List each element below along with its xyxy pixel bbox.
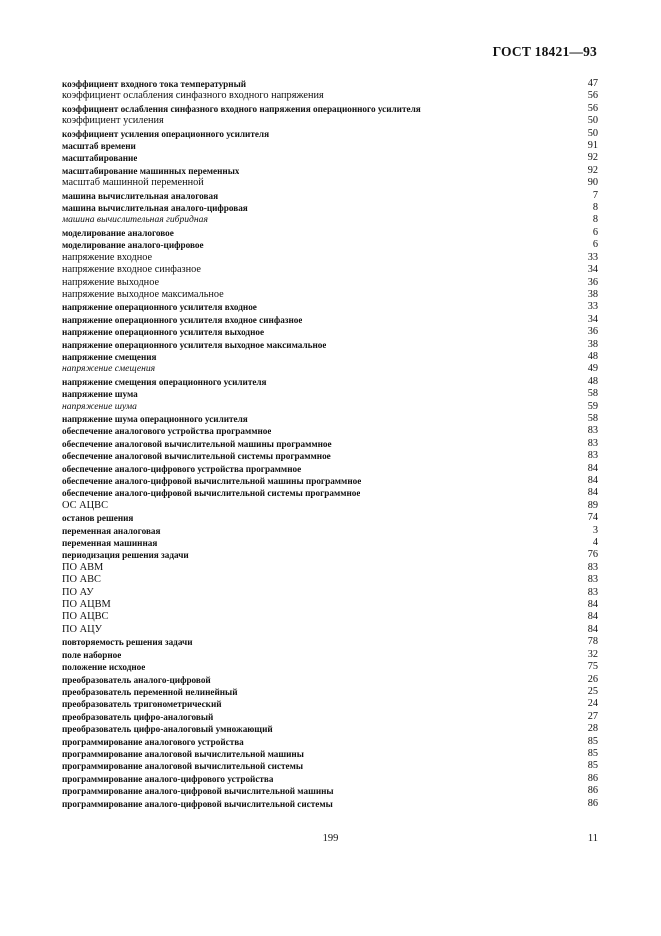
index-entry	[62, 686, 598, 698]
index-page-ref: 24	[587, 698, 598, 710]
index-page-ref: 56	[587, 90, 598, 102]
index-entry	[62, 512, 598, 524]
index-page-ref: 7	[592, 189, 598, 201]
index-page-ref: 8	[592, 202, 598, 214]
index-page-ref: 78	[587, 636, 598, 648]
index-term: преобразователь тригонометрический	[62, 699, 222, 710]
index-term: масштаб времени	[62, 141, 136, 152]
index-page-ref: 83	[587, 586, 598, 598]
index-page-ref: 4	[592, 537, 598, 549]
index-entry	[62, 214, 598, 226]
index-entry	[62, 624, 598, 636]
index-term: напряжение операционного усилителя выходное максимальное	[62, 339, 327, 350]
index-entry	[62, 401, 598, 413]
index-entry	[62, 525, 598, 537]
index-entry	[62, 314, 598, 326]
index-term: преобразователь цифро-аналоговый	[62, 711, 214, 722]
index-term: обеспечение аналогового устройства программное	[62, 426, 272, 437]
index-term: напряжение выходное	[62, 276, 160, 288]
index-entry	[62, 413, 598, 425]
index-page-ref: 83	[587, 437, 598, 449]
index-page-ref: 36	[587, 276, 598, 288]
index-term: коэффициент ослабления синфазного входного напряжения операционного усилителя	[62, 103, 421, 114]
index-entry	[62, 339, 598, 351]
index-page-ref: 47	[587, 78, 598, 89]
index-entry	[62, 748, 598, 760]
index-page-ref: 86	[587, 797, 598, 809]
index-term: коэффициент усиления	[62, 115, 164, 127]
index-term: преобразователь переменной нелинейный	[62, 686, 238, 697]
index-term: останов решения	[62, 513, 134, 524]
index-term: напряжение входное синфазное	[62, 264, 201, 276]
index-page-ref: 84	[587, 599, 598, 611]
index-page-ref: 48	[587, 350, 598, 362]
index-entry	[62, 785, 598, 797]
index-entry	[62, 463, 598, 475]
index-page-ref: 83	[587, 574, 598, 586]
index-page-ref: 84	[587, 475, 598, 486]
index-page-ref: 34	[587, 313, 598, 325]
index-page-ref: 38	[587, 288, 598, 300]
index-term: моделирование аналого-цифровое	[62, 240, 204, 251]
index-page-ref: 3	[592, 524, 598, 536]
index-entry	[62, 239, 598, 251]
term-index	[62, 78, 598, 810]
index-term: программирование аналоговой вычислительной системы	[62, 761, 304, 772]
index-entry	[62, 90, 598, 102]
index-term: напряжение входное	[62, 251, 153, 263]
index-page-ref: 58	[587, 388, 598, 400]
index-term: напряжение смещения операционного усилителя	[62, 376, 267, 387]
index-entry	[62, 177, 598, 189]
index-term: ПО АВМ	[62, 561, 104, 573]
index-page-ref: 6	[592, 239, 598, 251]
index-entry	[62, 227, 598, 239]
index-entry	[62, 326, 598, 338]
index-entry	[62, 475, 598, 487]
index-term: машина вычислительная аналого-цифровая	[62, 203, 248, 214]
index-term: ПО АЦВМ	[62, 599, 111, 611]
index-term: напряжение шума операционного усилителя	[62, 413, 248, 424]
index-entry	[62, 611, 598, 623]
index-term: ПО АВС	[62, 574, 101, 586]
index-term: обеспечение аналоговой вычислительной системы программное	[62, 451, 331, 462]
index-page-ref: 84	[587, 623, 598, 635]
index-entry	[62, 773, 598, 785]
index-term: моделирование аналоговое	[62, 227, 174, 238]
index-entry	[62, 438, 598, 450]
index-page-ref: 6	[592, 226, 598, 238]
index-entry	[62, 798, 598, 810]
index-entry	[62, 190, 598, 202]
index-term: программирование аналого-цифровой вычислительной машины	[62, 786, 334, 797]
index-term: программирование аналогового устройства	[62, 736, 244, 747]
index-page-ref: 83	[587, 561, 598, 573]
index-page-ref: 58	[587, 412, 598, 424]
index-entry	[62, 165, 598, 177]
index-entry	[62, 574, 598, 586]
index-page-ref: 49	[587, 363, 598, 375]
index-page-ref: 89	[587, 499, 598, 511]
index-page-ref: 85	[587, 747, 598, 759]
index-entry	[62, 425, 598, 437]
index-page-ref: 90	[587, 177, 598, 189]
index-entry	[62, 587, 598, 599]
index-term: масштабирование	[62, 153, 138, 164]
index-entry	[62, 649, 598, 661]
index-entry	[62, 661, 598, 673]
index-page-ref: 84	[587, 462, 598, 474]
index-page-ref: 84	[587, 487, 598, 499]
index-entry	[62, 450, 598, 462]
index-page-ref: 50	[587, 115, 598, 127]
index-entry	[62, 301, 598, 313]
index-term: коэффициент усиления операционного усилителя	[62, 128, 270, 139]
index-page-ref: 85	[587, 735, 598, 747]
index-term: машина вычислительная гибридная	[62, 214, 208, 226]
index-page-ref: 91	[587, 140, 598, 152]
index-entry	[62, 103, 598, 115]
index-entry	[62, 202, 598, 214]
index-page-ref: 86	[587, 772, 598, 784]
index-entry	[62, 711, 598, 723]
index-term: поле наборное	[62, 649, 122, 660]
page-number-right: 11	[587, 833, 598, 844]
index-entry	[62, 264, 598, 276]
index-term: программирование аналого-цифровой вычислительной системы	[62, 798, 333, 809]
index-term: обеспечение аналого-цифровой вычислительной системы программное	[62, 488, 361, 499]
index-page-ref: 76	[587, 549, 598, 561]
index-entry	[62, 599, 598, 611]
index-page-ref: 27	[587, 710, 598, 722]
index-term: повторяемость решения задачи	[62, 637, 193, 648]
index-term: напряжение выходное максимальное	[62, 288, 224, 300]
index-term: обеспечение аналоговой вычислительной машины программное	[62, 438, 332, 449]
index-term: программирование аналоговой вычислительной машины	[62, 748, 304, 759]
index-term: напряжение операционного усилителя выходное	[62, 327, 265, 338]
index-entry	[62, 152, 598, 164]
index-entry	[62, 289, 598, 301]
index-entry	[62, 698, 598, 710]
index-term: напряжение операционного усилителя входное	[62, 302, 257, 313]
index-entry	[62, 252, 598, 264]
index-entry	[62, 351, 598, 363]
index-page-ref: 38	[587, 338, 598, 350]
index-term: напряжение шума	[62, 400, 137, 412]
index-entry	[62, 78, 598, 90]
index-term: масштаб машинной переменной	[62, 177, 204, 189]
index-page-ref: 59	[587, 400, 598, 412]
document-code: ГОСТ 18421—93	[492, 44, 597, 59]
index-term: коэффициент входного тока температурный	[62, 79, 247, 89]
index-term: напряжение смещения	[62, 351, 157, 362]
index-term: обеспечение аналого-цифрового устройства программное	[62, 463, 302, 474]
index-term: коэффициент ослабления синфазного входного напряжения	[62, 90, 324, 102]
index-page-ref: 34	[587, 264, 598, 276]
index-page-ref: 75	[587, 661, 598, 673]
index-page-ref: 74	[587, 512, 598, 524]
index-entry	[62, 388, 598, 400]
index-entry	[62, 562, 598, 574]
index-page-ref: 33	[587, 301, 598, 313]
index-term: напряжение шума	[62, 389, 138, 400]
index-page-ref: 56	[587, 102, 598, 114]
index-term: переменная аналоговая	[62, 525, 161, 536]
index-entry	[62, 277, 598, 289]
index-entry	[62, 363, 598, 375]
index-entry	[62, 736, 598, 748]
index-page-ref: 83	[587, 450, 598, 462]
index-page-ref: 48	[587, 375, 598, 387]
index-page-ref: 83	[587, 425, 598, 437]
index-entry	[62, 140, 598, 152]
index-page-ref: 36	[587, 326, 598, 338]
index-term: преобразователь цифро-аналоговый умножающий	[62, 724, 273, 735]
index-term: ОС АЦВС	[62, 499, 109, 511]
index-entry	[62, 115, 598, 127]
index-term: напряжение операционного усилителя входное синфазное	[62, 314, 303, 325]
index-entry	[62, 723, 598, 735]
index-entry	[62, 537, 598, 549]
index-page-ref: 84	[587, 611, 598, 623]
index-term: напряжение смещения	[62, 363, 156, 375]
index-term: периодизация решения задачи	[62, 550, 189, 561]
index-term: масштабирование машинных переменных	[62, 165, 240, 176]
index-term: ПО АЦУ	[62, 623, 102, 635]
index-page-ref: 50	[587, 127, 598, 139]
index-entry	[62, 549, 598, 561]
index-entry	[62, 487, 598, 499]
index-page-ref: 28	[587, 723, 598, 735]
index-term: ПО АУ	[62, 586, 94, 598]
index-entry	[62, 376, 598, 388]
index-page-ref: 26	[587, 673, 598, 685]
index-term: программирование аналого-цифрового устройства	[62, 773, 274, 784]
index-term: положение исходное	[62, 662, 146, 673]
index-page-ref: 33	[587, 251, 598, 263]
index-term: переменная машинная	[62, 538, 158, 549]
index-page-ref: 8	[592, 214, 598, 226]
index-entry	[62, 128, 598, 140]
index-page-ref: 86	[587, 785, 598, 797]
index-page-ref: 25	[587, 685, 598, 697]
index-page-ref: 92	[587, 152, 598, 164]
index-entry	[62, 636, 598, 648]
index-page-ref: 85	[587, 760, 598, 772]
index-term: преобразователь аналого-цифровой	[62, 674, 211, 685]
page-number-center: 199	[322, 833, 339, 844]
index-entry	[62, 760, 598, 772]
index-term: ПО АЦВС	[62, 611, 109, 623]
index-page-ref: 32	[587, 648, 598, 660]
index-page-ref: 92	[587, 164, 598, 176]
index-term: обеспечение аналого-цифровой вычислительной машины программное	[62, 476, 362, 486]
index-term: машина вычислительная аналоговая	[62, 190, 219, 201]
index-entry	[62, 674, 598, 686]
index-entry	[62, 500, 598, 512]
